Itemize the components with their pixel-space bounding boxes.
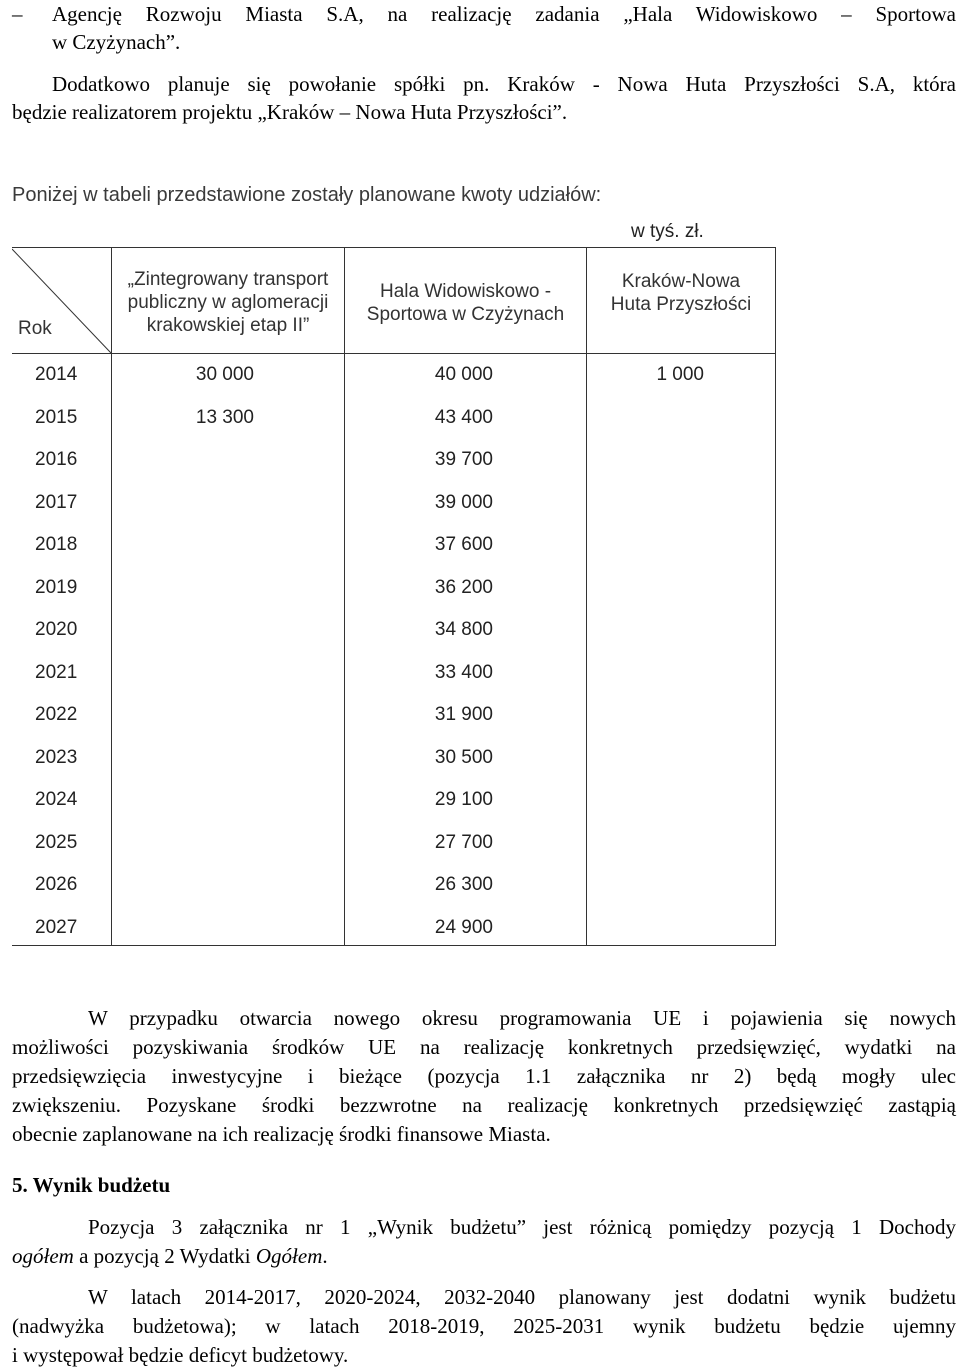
header-divider: [12, 353, 776, 354]
table-cell-hala: 39 000: [434, 491, 493, 513]
table-cell-year: 2019: [35, 576, 78, 598]
paragraph-line: (nadwyżka budżetowa); w latach 2018-2019, 2025-2031 wynik budżetu będzie ujemny: [12, 1314, 956, 1338]
table-cell-hala: 33 400: [434, 661, 493, 683]
table-cell-hala: 37 600: [434, 534, 493, 555]
table-cell-year: 2022: [35, 704, 78, 725]
table-cell-transport: 30 000: [195, 364, 254, 385]
table-cell-year: 2026: [35, 874, 78, 895]
table-cell-hala: 26 300: [434, 874, 493, 895]
header-col1: [112, 268, 344, 337]
header-col3-line: Kraków-Nowa: [621, 271, 741, 292]
table-cell-year: 2025: [35, 831, 78, 853]
table-cell-hala: 40 000: [434, 364, 493, 385]
table-cell-year: 2015: [35, 406, 78, 428]
table-cell-hala: 30 500: [434, 746, 493, 768]
table-cell-year: 2014: [35, 364, 78, 385]
table-cell-year: 2027: [35, 916, 78, 938]
table-cell-hala: 31 900: [434, 704, 493, 725]
paragraph-line: Dodatkowo planuje się powołanie spółki pn. Kraków - Nowa Huta Przyszłości S.A, która: [52, 72, 956, 96]
bullet-line-1: Agencję Rozwoju Miasta S.A, na realizację zadania „Hala Widowiskowo – Sportowa: [52, 2, 956, 26]
table-cell-hala: 43 400: [434, 406, 493, 428]
paragraph-line: i występował będzie deficyt budżetowy.: [12, 1343, 349, 1367]
italic-text: ogółem: [12, 1244, 74, 1268]
bullet-line-2: w Czyżynach”.: [52, 30, 181, 54]
table-cell-year: 2018: [35, 534, 78, 555]
header-col3: [587, 270, 775, 316]
text-span: a pozycją 2 Wydatki: [73, 1244, 256, 1268]
table-cell-hala: 39 700: [434, 449, 493, 470]
table-unit-label: w tyś. zł.: [631, 221, 704, 242]
header-col2-line: Hala Widowiskowo -: [379, 281, 552, 302]
header-col1-line: „Zintegrowany transport: [127, 269, 329, 290]
column-divider: [344, 247, 345, 945]
table-cell-year: 2016: [35, 449, 78, 470]
section-heading: 5. Wynik budżetu: [12, 1173, 171, 1197]
paragraph-wynik: [12, 1213, 956, 1271]
table-cell-year: 2023: [35, 746, 78, 768]
paragraph-line: zwiększeniu. Pozyskane środki bezzwrotne na realizację konkretnych przedsięwzięć zastąpią: [12, 1093, 956, 1117]
text-span: .: [322, 1244, 328, 1268]
paragraph-line: przedsięwzięcia inwestycyjne i bieżące (pozycja 1.1 załącznika nr 2) będą mogły ulec: [12, 1064, 956, 1088]
header-col1-line: krakowskiej etap II”: [146, 315, 310, 336]
column-divider: [586, 247, 587, 945]
paragraph-ue: [12, 1004, 956, 1149]
paragraph-line: [12, 1242, 956, 1271]
header-col1-line: publiczny w aglomeracji: [127, 292, 329, 313]
table-cell-year: 2017: [35, 491, 78, 513]
paragraph-line: możliwości pozyskiwania środków UE na realizację konkretnych przedsięwzięć, wydatki na: [12, 1035, 956, 1059]
table-cell-hala: 36 200: [434, 576, 493, 598]
table-frame: [12, 247, 776, 946]
shares-table: [12, 247, 777, 946]
table-cell-transport: 13 300: [195, 406, 254, 428]
table-cell-year: 2020: [35, 619, 78, 640]
header-col2: [345, 280, 586, 326]
table-intro-text: Poniżej w tabeli przedstawione zostały planowane kwoty udziałów:: [12, 184, 602, 206]
paragraph-latach: [12, 1283, 956, 1370]
table-cell-year: 2024: [35, 789, 78, 810]
header-year: Rok: [18, 318, 52, 339]
header-col2-line: Sportowa w Czyżynach: [366, 304, 565, 325]
paragraph-line: będzie realizatorem projektu „Kraków – Nowa Huta Przyszłości”.: [12, 100, 568, 124]
paragraph-line: W latach 2014-2017, 2020-2024, 2032-2040 planowany jest dodatni wynik budżetu: [88, 1285, 956, 1309]
table-cell-hala: 24 900: [434, 916, 493, 938]
table-cell-hala: 29 100: [434, 789, 493, 810]
paragraph-line: W przypadku otwarcia nowego okresu programowania UE i pojawienia się nowych: [88, 1006, 956, 1030]
header-col3-line: Huta Przyszłości: [610, 294, 752, 315]
italic-text: Ogółem: [255, 1244, 323, 1268]
table-cell-hala: 27 700: [434, 831, 493, 853]
table-cell-nowa-huta: 1 000: [656, 364, 704, 385]
table-cell-year: 2021: [35, 661, 78, 683]
bullet-dash: –: [12, 2, 23, 26]
paragraph-line: Pozycja 3 załącznika nr 1 „Wynik budżetu” jest różnicą pomiędzy pozycją 1 Dochody: [88, 1215, 956, 1239]
paragraph-line: obecnie zaplanowane na ich realizację środki finansowe Miasta.: [12, 1122, 551, 1146]
table-cell-hala: 34 800: [434, 619, 493, 640]
